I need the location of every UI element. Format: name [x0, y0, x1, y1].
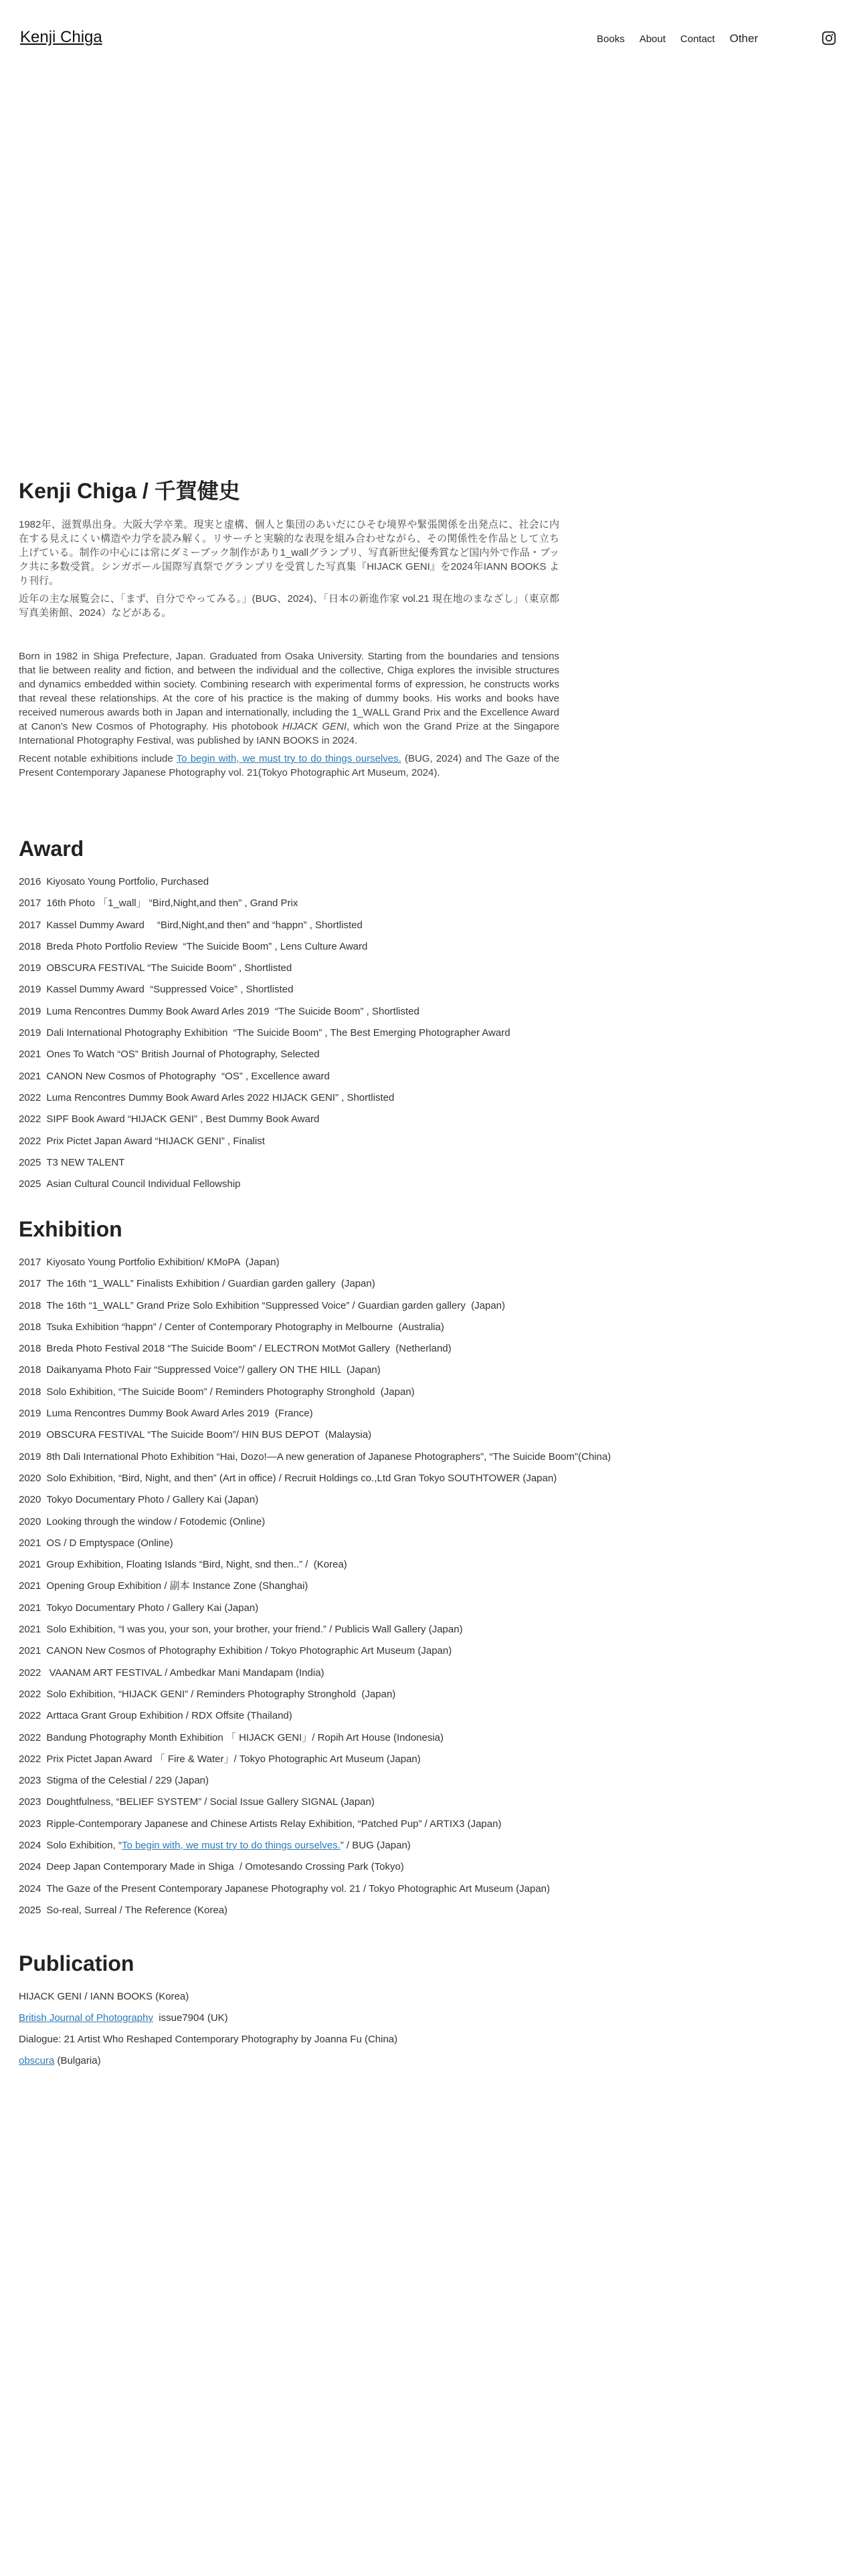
exhibition-title: Tsuka Exhibition “happn” / Center of Contemporary Photography in Melbourne (Australia): [46, 1321, 444, 1333]
exhibition-item: [19, 1273, 822, 1295]
award-year: 2016: [19, 876, 41, 887]
exhibition-item: [19, 1360, 822, 1381]
exhibition-year: 2019: [19, 1429, 41, 1441]
award-item: [19, 1001, 822, 1023]
exhibition-title: Ripple-Contemporary Japanese and Chinese Artists Relay Exhibition, “Patched Pup” / ARTIX3 (Japan): [46, 1818, 502, 1830]
exhibition-title: OS / D Emptyspace (Online): [46, 1537, 173, 1549]
exhibition-year: 2021: [19, 1602, 41, 1614]
exhibition-item: [19, 1835, 822, 1856]
exhibition-year: 2024: [19, 1883, 41, 1895]
exhibition-title: VAANAM ART FESTIVAL / Ambedkar Mani Mandapam (India): [46, 1667, 324, 1679]
exhibition-item: [19, 1446, 822, 1468]
exhibition-item: [19, 1295, 822, 1317]
award-title: SIPF Book Award “HIJACK GENI” , Best Dummy Book Award: [46, 1113, 320, 1125]
award-title: Luma Rencontres Dummy Book Award Arles 2019 “The Suicide Boom” , Shortlisted: [46, 1005, 419, 1017]
award-item: [19, 979, 822, 1000]
award-item: [19, 1131, 822, 1152]
exhibition-item: [19, 1900, 822, 1921]
publication-item: Dialogue: 21 Artist Who Reshaped Contemporary Photography by Joanna Fu (China): [19, 2034, 398, 2045]
award-year: 2021: [19, 1070, 41, 1082]
award-list: [19, 871, 822, 1195]
exhibition-title: Opening Group Exhibition / 副本 Instance Zone (Shanghai): [46, 1580, 308, 1592]
award-year: 2019: [19, 984, 41, 996]
exhibition-year: 2022: [19, 1753, 41, 1765]
award-year: 2022: [19, 1091, 41, 1103]
main-nav: [597, 32, 758, 45]
award-title: OBSCURA FESTIVAL “The Suicide Boom” , Shortlisted: [46, 962, 292, 974]
award-item: [19, 915, 822, 936]
exhibition-title: Solo Exhibition, “Bird, Night, and then” (Art in office) / Recruit Holdings co.,Ltd Gran Tokyo SOUTHTOWER (Japan): [46, 1472, 557, 1484]
award-year: 2022: [19, 1113, 41, 1125]
exhibition-year: 2020: [19, 1472, 41, 1484]
award-title: 16th Photo 「1_wall」 “Bird,Night,and then” , Grand Prix: [46, 897, 298, 909]
exhibition-title: OBSCURA FESTIVAL “The Suicide Boom”/ HIN BUS DEPOT (Malaysia): [46, 1429, 372, 1441]
award-title: Kiyosato Young Portfolio, Purchased: [46, 876, 209, 887]
bio-en-text: Born in 1982 in Shiga Prefecture, Japan. Graduated from Osaka University. Starting from the boundaries and tensions that lie between reality and fiction, and between the individual and the collective, Chiga explores the invisible structures and dynamics embedded within society. Combining research with experimental forms of expression, he constructs works that reveal these relationships. At the core of his practice is the making of dummy books. His works and books have received numerous awards both in Japan and internationally, including the 1_WALL Grand Prix and the Excellence Award at Canon's New Cosmos of Photography. His photobook: [19, 651, 559, 732]
exhibition-year: 2020: [19, 1494, 41, 1506]
bio-en-text-end: , which won the Grand Prize at the Singapore International Photography Festival, was published by IANN BOOKS in 2024.: [19, 721, 559, 746]
exhibition-title: Looking through the window / Fotodemic (Online): [46, 1515, 266, 1527]
exhibition-item: [19, 1619, 822, 1640]
exhibition-year: 2022: [19, 1731, 41, 1743]
exhibition-year: 2018: [19, 1321, 41, 1333]
exhibition-year: 2017: [19, 1257, 41, 1268]
exhibition-year: 2018: [19, 1386, 41, 1398]
exhibition-item: [19, 1533, 822, 1554]
recent-exhibition-link[interactable]: To begin with, we must try to do things ourselves.: [176, 753, 401, 764]
award-item: [19, 1174, 822, 1195]
exhibition-title: Group Exhibition, Floating Islands “Bird, Night, snd then..” / (Korea): [46, 1559, 347, 1571]
exhibition-title: Tokyo Documentary Photo / Gallery Kai (Japan): [46, 1494, 259, 1506]
site-header: [0, 0, 859, 80]
publication-detail: (Bulgaria): [54, 2055, 101, 2066]
exhibition-title: Prix Pictet Japan Award 「 Fire & Water」/ Tokyo Photographic Art Museum (Japan): [46, 1753, 421, 1765]
award-title: Asian Cultural Council Individual Fellowship: [46, 1178, 241, 1190]
exhibition-item: [19, 1424, 822, 1446]
award-title: CANON New Cosmos of Photography “OS” , Excellence award: [46, 1070, 330, 1082]
exhibition-section: [19, 1214, 822, 1921]
exhibition-item: [19, 1814, 822, 1835]
exhibition-link[interactable]: To begin with, we must try to do things ourselves.: [121, 1840, 341, 1852]
award-title: Breda Photo Portfolio Review “The Suicide Boom” , Lens Culture Award: [46, 940, 368, 952]
exhibition-year: 2021: [19, 1559, 41, 1571]
publication-heading: Publication: [19, 1951, 134, 1975]
award-heading: Award: [19, 837, 84, 861]
exhibition-item: [19, 1640, 822, 1662]
award-year: 2025: [19, 1178, 41, 1190]
award-section: [19, 834, 822, 1195]
exhibition-title: Solo Exhibition, “: [46, 1840, 122, 1852]
award-year: 2017: [19, 919, 41, 931]
award-item: [19, 1087, 822, 1109]
exhibition-year: 2024: [19, 1861, 41, 1873]
exhibition-year: 2025: [19, 1904, 41, 1916]
exhibition-title: The 16th “1_WALL” Finalists Exhibition / Guardian garden gallery (Japan): [46, 1278, 375, 1290]
exhibition-title: Solo Exhibition, “The Suicide Boom” / Reminders Photography Stronghold (Japan): [46, 1386, 415, 1398]
exhibition-title: CANON New Cosmos of Photography Exhibition / Tokyo Photographic Art Museum (Japan): [46, 1645, 452, 1657]
award-title: Dali International Photography Exhibition “The Suicide Boom” , The Best Emerging Photographer Award: [46, 1027, 510, 1039]
award-title: Ones To Watch “OS” British Journal of Photography, Selected: [46, 1049, 320, 1061]
exhibition-item: [19, 1489, 822, 1511]
exhibition-item: [19, 1792, 822, 1813]
award-item: [19, 1066, 822, 1087]
exhibition-title-end: ” / BUG (Japan): [340, 1840, 411, 1852]
exhibition-item: [19, 1727, 822, 1749]
award-item: [19, 871, 822, 893]
site-title-link[interactable]: Kenji Chiga: [20, 28, 102, 46]
recent-exhibitions: [19, 752, 559, 780]
publication-section: [19, 1949, 822, 2072]
exhibition-year: 2017: [19, 1278, 41, 1290]
award-item: [19, 1023, 822, 1044]
exhibition-item: [19, 1338, 822, 1360]
exhibition-title: Solo Exhibition, “HIJACK GENI” / Reminders Photography Stronghold (Japan): [46, 1688, 396, 1700]
exhibition-year: 2019: [19, 1451, 41, 1463]
instagram-icon[interactable]: [822, 31, 836, 45]
exhibition-year: 2022: [19, 1667, 41, 1679]
bjp-link[interactable]: British Journal of Photography: [19, 2012, 153, 2024]
bio-jp-1: 1982年、滋賀県出身。大阪大学卒業。現実と虚構、個人と集団のあいだにひそむ境界や緊張関係を出発点に、社会に内在する見えにくい構造や力学を読み解く。リサーチと実験的な表現を組み合わせながら、その関係性を作品として立ち上げている。制作の中心には常にダミーブック制作があり1_wallグランプリ、写真新世紀優秀賞など国内外で作品・ブック共に多数受賞。シンガポール国際写真祭でグランプリを受賞した写真集『HIJACK GENI』を2024年IANN BOOKS より刊行。: [19, 519, 559, 586]
award-year: 2025: [19, 1156, 41, 1168]
obscura-link[interactable]: obscura: [19, 2055, 55, 2066]
award-year: 2018: [19, 940, 41, 952]
bio-jp-2: 近年の主な展覧会に、「まず、自分でやってみる。」(BUG、2024)、「日本の新進作家 vol.21 現在地のまなざし」（東京都写真美術館、2024）などがある。: [19, 593, 559, 619]
exhibition-title: Breda Photo Festival 2018 “The Suicide Boom” / ELECTRON MotMot Gallery (Netherland): [46, 1343, 452, 1355]
award-title: Luma Rencontres Dummy Book Award Arles 2022 HIJACK GENI” , Shortlisted: [46, 1091, 395, 1103]
exhibition-year: 2023: [19, 1818, 41, 1830]
exhibition-year: 2021: [19, 1580, 41, 1592]
exhibition-item: [19, 1770, 822, 1792]
exhibition-year: 2022: [19, 1688, 41, 1700]
publication-item: HIJACK GENI / IANN BOOKS (Korea): [19, 1991, 189, 2002]
bio-en-book-title: HIJACK GENI: [282, 721, 347, 732]
award-title: T3 NEW TALENT: [46, 1156, 125, 1168]
exhibition-year: 2021: [19, 1645, 41, 1657]
exhibition-title: The Gaze of the Present Contemporary Japanese Photography vol. 21 / Tokyo Photographic Art Museum (Japan): [46, 1883, 551, 1895]
exhibition-title: Stigma of the Celestial / 229 (Japan): [46, 1775, 209, 1787]
nav-about[interactable]: About: [639, 33, 666, 45]
exhibition-item: [19, 1554, 822, 1576]
bio-en: [19, 649, 559, 748]
exhibition-title: Tokyo Documentary Photo / Gallery Kai (Japan): [46, 1602, 259, 1614]
award-year: 2019: [19, 1027, 41, 1039]
exhibition-year: 2023: [19, 1775, 41, 1787]
award-title: Kassel Dummy Award “Bird,Night,and then” and “happn” , Shortlisted: [46, 919, 363, 931]
exhibition-title: 8th Dali International Photo Exhibition “Hai, Dozo!—A new generation of Japanese Photographers”, “The Suicide Boom”(China): [46, 1451, 611, 1463]
exhibition-title: Deep Japan Contemporary Made in Shiga / Omotesando Crossing Park (Tokyo): [46, 1861, 404, 1873]
award-item: [19, 1109, 822, 1130]
exhibition-year: 2018: [19, 1343, 41, 1355]
nav-contact[interactable]: Contact: [680, 33, 715, 45]
exhibition-item: [19, 1252, 822, 1273]
exhibition-item: [19, 1749, 822, 1770]
award-item: [19, 958, 822, 979]
exhibition-year: 2021: [19, 1624, 41, 1636]
exhibition-year: 2018: [19, 1364, 41, 1376]
publication-item: [19, 2008, 822, 2029]
profile-section: [19, 476, 559, 780]
award-year: 2019: [19, 962, 41, 974]
exhibition-year: 2019: [19, 1408, 41, 1420]
publication-item: [19, 2050, 822, 2072]
nav-books[interactable]: Books: [597, 33, 625, 45]
exhibition-item: [19, 1705, 822, 1727]
exhibition-year: 2018: [19, 1299, 41, 1311]
exhibition-item: [19, 1382, 822, 1403]
exhibition-year: 2020: [19, 1515, 41, 1527]
award-year: 2022: [19, 1135, 41, 1147]
award-year: 2017: [19, 897, 41, 909]
exhibition-item: [19, 1684, 822, 1705]
exhibition-item: [19, 1662, 822, 1684]
nav-other[interactable]: Other: [729, 32, 759, 45]
award-title: Kassel Dummy Award “Suppressed Voice” , Shortlisted: [46, 984, 294, 996]
award-item: [19, 936, 822, 958]
award-item: [19, 1044, 822, 1065]
exhibition-item: [19, 1576, 822, 1597]
exhibition-title: Solo Exhibition, “I was you, your son, your brother, your friend.” / Publicis Wall Gallery (Japan): [46, 1624, 463, 1636]
exhibition-year: 2021: [19, 1537, 41, 1549]
exhibition-item: [19, 1511, 822, 1533]
exhibition-title: Doughtfulness, “BELIEF SYSTEM” / Social Issue Gallery SIGNAL (Japan): [46, 1796, 375, 1808]
exhibition-year: 2022: [19, 1710, 41, 1722]
exhibition-item: [19, 1598, 822, 1619]
exhibition-item: [19, 1403, 822, 1424]
exhibition-year: 2023: [19, 1796, 41, 1808]
publication-detail: issue7904 (UK): [153, 2012, 228, 2024]
award-title: Prix Pictet Japan Award “HIJACK GENI” , Finalist: [46, 1135, 265, 1147]
exhibition-year: 2024: [19, 1840, 41, 1852]
exhibition-title: Luma Rencontres Dummy Book Award Arles 2019 (France): [46, 1408, 313, 1420]
award-year: 2021: [19, 1049, 41, 1061]
exhibition-item: [19, 1468, 822, 1489]
recent-prefix: Recent notable exhibitions include: [19, 753, 177, 764]
exhibition-heading: Exhibition: [19, 1217, 122, 1241]
exhibition-title: So-real, Surreal / The Reference (Korea): [46, 1904, 228, 1916]
exhibition-item: [19, 1879, 822, 1900]
exhibition-title: Arttaca Grant Group Exhibition / RDX Offsite (Thailand): [46, 1710, 292, 1722]
recent-suffix: (BUG, 2024) and The Gaze of the Present Contemporary Japanese Photography vol. 21(Tokyo Photographic Art Museum, 2024).: [19, 753, 559, 778]
exhibition-title: Kiyosato Young Portfolio Exhibition/ KMoPA (Japan): [46, 1257, 280, 1268]
exhibition-title: Bandung Photography Month Exhibition 「 HIJACK GENI」/ Ropih Art House (Indonesia): [46, 1731, 444, 1743]
page-title: Kenji Chiga / 千賀健史: [19, 479, 240, 503]
award-item: [19, 893, 822, 914]
exhibition-item: [19, 1317, 822, 1338]
exhibition-title: Daikanyama Photo Fair “Suppressed Voice”/ gallery ON THE HILL (Japan): [46, 1364, 381, 1376]
exhibition-list: [19, 1252, 822, 1921]
exhibition-item: [19, 1856, 822, 1878]
exhibition-title: The 16th “1_WALL” Grand Prize Solo Exhibition “Suppressed Voice” / Guardian garden gallery (Japan): [46, 1299, 506, 1311]
award-item: [19, 1152, 822, 1174]
award-year: 2019: [19, 1005, 41, 1017]
